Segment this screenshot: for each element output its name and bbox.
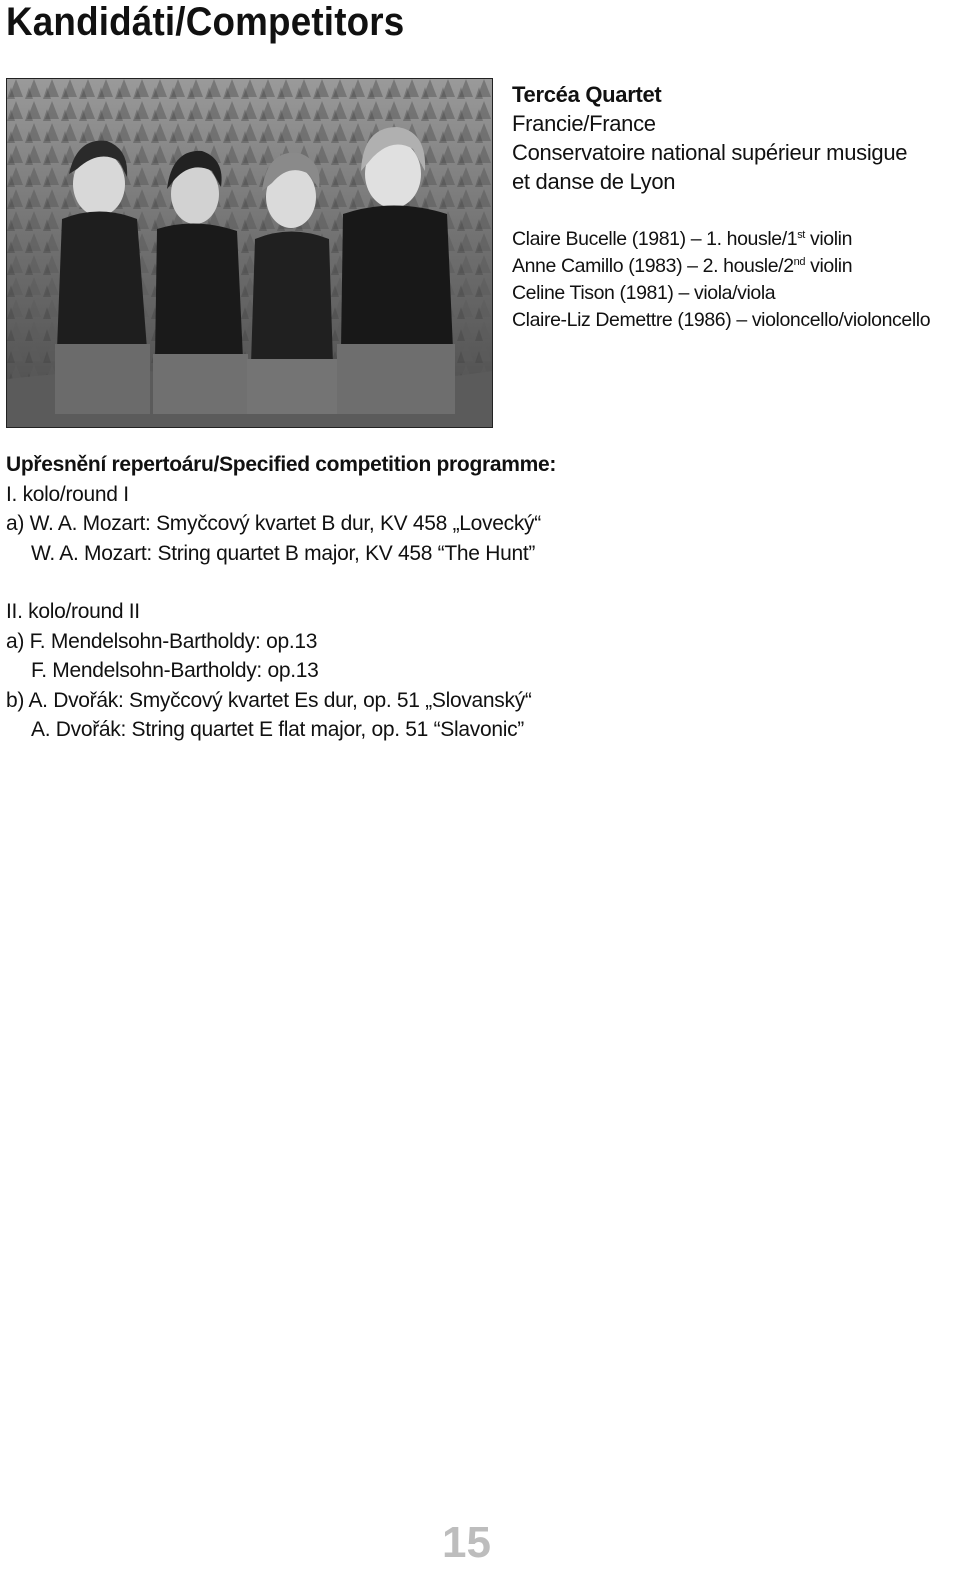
section-spacer — [6, 568, 906, 597]
member-row — [512, 280, 957, 307]
ensemble-name: Tercéa Quartet — [512, 82, 662, 107]
ensemble-country: Francie/France — [512, 111, 656, 136]
member-text: Anne Camillo (1983) – 2. housle/2 — [512, 255, 794, 277]
quartet-photo-illustration — [7, 79, 492, 427]
member-list — [512, 226, 957, 334]
page-title: Kandidáti/Competitors — [6, 0, 405, 44]
member-text: Claire Bucelle (1981) – 1. housle/1 — [512, 228, 798, 250]
member-row — [512, 253, 957, 280]
round-1-item-a-cz: a) W. A. Mozart: Smyčcový kvartet B dur, KV 458 „Lovecký“ — [6, 512, 541, 535]
member-text: Claire-Liz Demettre (1986) – violoncello/violoncello — [512, 309, 931, 331]
ensemble-institution-line-1: Conservatoire national supérieur musigue — [512, 140, 908, 165]
round-2-item-b-cz: b) A. Dvořák: Smyčcový kvartet Es dur, op. 51 „Slovanský“ — [6, 688, 532, 712]
member-text: Celine Tison (1981) – viola/viola — [512, 282, 776, 304]
programme-heading: Upřesnění repertoáru/Specified competition programme: — [6, 453, 557, 476]
round-1-label: I. kolo/round I — [6, 482, 129, 506]
member-ordinal-suffix: nd — [793, 256, 806, 268]
ensemble-info — [512, 80, 957, 196]
round-1-item-a-en: W. A. Mozart: String quartet B major, KV 458 “The Hunt” — [31, 541, 536, 565]
member-row — [512, 307, 957, 334]
member-ordinal-suffix: st — [797, 229, 805, 241]
round-2-label: II. kolo/round II — [6, 600, 140, 623]
programme-section — [6, 450, 906, 745]
member-instrument-tail: violin — [805, 255, 853, 277]
member-instrument-tail: violin — [804, 228, 853, 250]
round-2-item-a-cz: a) F. Mendelsohn-Bartholdy: op.13 — [6, 629, 318, 653]
quartet-photo — [6, 78, 493, 428]
round-2-item-a-en: F. Mendelsohn-Bartholdy: op.13 — [31, 659, 319, 682]
round-2-item-b-en: A. Dvořák: String quartet E flat major, op. 51 “Slavonic” — [31, 718, 524, 741]
member-row — [512, 226, 957, 253]
ensemble-institution-line-2: et danse de Lyon — [512, 169, 676, 194]
page-number: 15 — [442, 1518, 491, 1567]
